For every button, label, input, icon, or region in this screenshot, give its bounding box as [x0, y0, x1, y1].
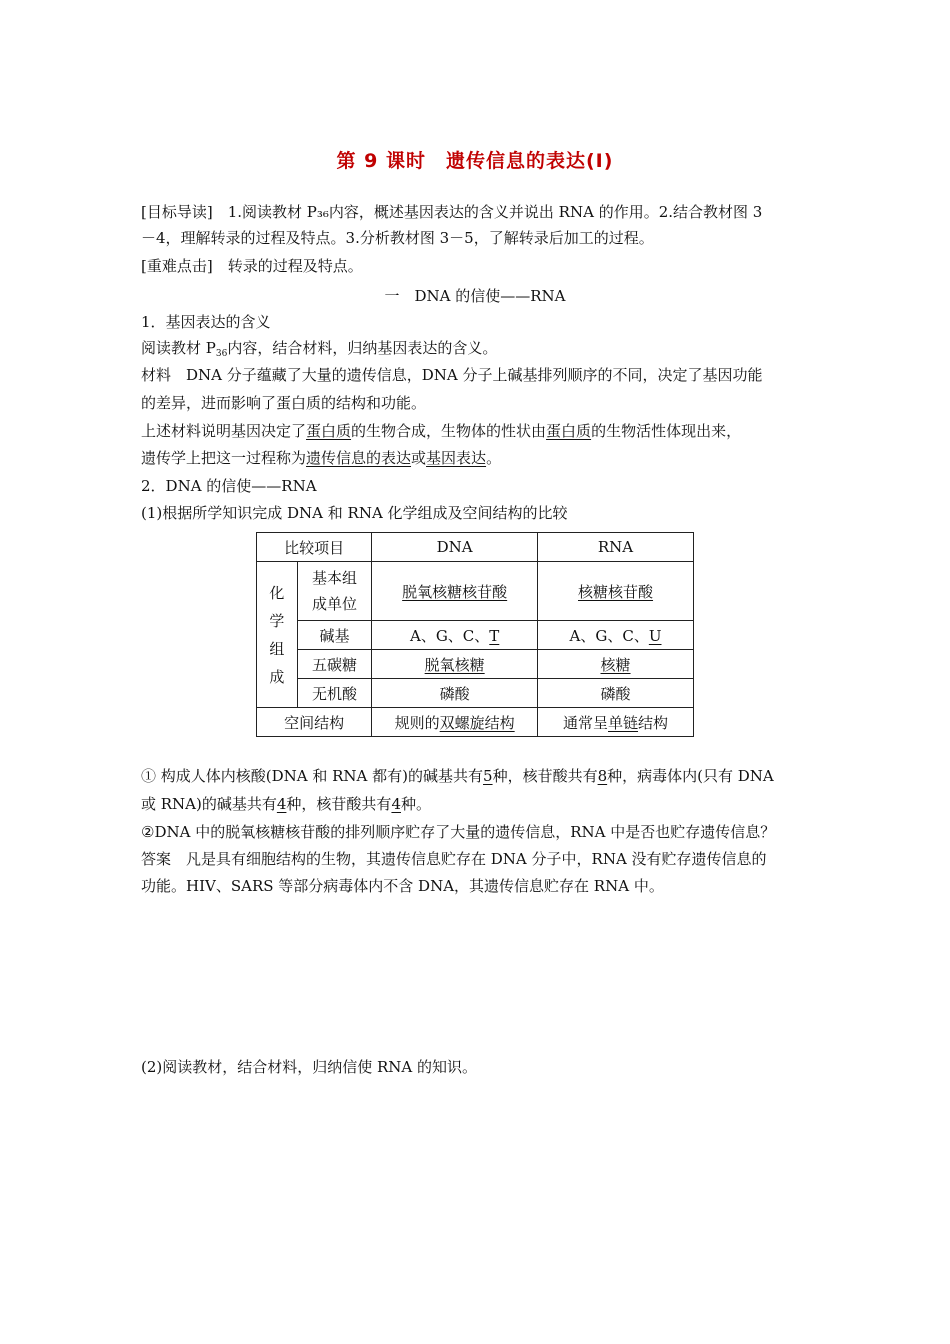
blank-answer: 4 — [391, 795, 401, 813]
group-char: 成 — [269, 667, 285, 686]
cell-text: A、G、C、 — [569, 626, 649, 645]
blank-answer: 核糖 — [600, 655, 631, 674]
reading-post: 内容，结合材料，归纳基因表达的含义。 — [227, 339, 498, 357]
conclusion-text: 的生物活性体现出来， — [591, 422, 742, 440]
row-label-cell: 碱基 — [297, 621, 371, 650]
question-1-line-1 — [141, 764, 813, 788]
blank-answer: U — [648, 626, 662, 645]
blank-answer: 蛋白质 — [546, 422, 592, 440]
conclusion-text: 或 — [411, 449, 427, 467]
table-row — [257, 562, 694, 621]
material-line-1: 材料 DNA 分子蕴藏了大量的遗传信息，DNA 分子上碱基排列顺序的不同，决定了基因功能 — [141, 366, 763, 384]
question-text: 种，核苷酸共有 — [286, 795, 392, 813]
item-1-heading: 1．基因表达的含义 — [141, 313, 271, 331]
item-2-heading: 2．DNA 的信使——RNA — [141, 477, 317, 495]
focus-line: [重难点击] 转录的过程及特点。 — [141, 257, 363, 275]
question-2: ②DNA 中的脱氧核糖核苷酸的排列顺序贮存了大量的遗传信息，RNA 中是否也贮存遗传信息？ — [141, 823, 776, 841]
objectives-line-1: [目标导读] 1.阅读教材 P₃₆内容，概述基因表达的含义并说出 RNA 的作用。2.结合教材图 3 — [141, 203, 763, 221]
row-label: 成单位 — [311, 595, 357, 613]
group-char: 学 — [269, 611, 285, 630]
table-row — [257, 621, 694, 650]
row-label-cell: 无机酸 — [297, 679, 371, 708]
question-1-line-2 — [141, 792, 813, 816]
page-title: 第 9 课时 遗传信息的表达(Ⅰ) — [336, 150, 614, 172]
reading-pre: 阅读教材 P — [141, 339, 216, 357]
group-char: 组 — [269, 639, 285, 658]
conclusion-text: 。 — [486, 449, 502, 467]
table-cell — [538, 708, 694, 737]
table-header-row — [257, 533, 694, 562]
comparison-table — [256, 532, 694, 737]
table-cell — [372, 621, 538, 650]
answer-line-2: 功能。HIV、SARS 等部分病毒体内不含 DNA，其遗传信息贮存在 RNA 中。 — [141, 877, 664, 895]
blank-answer: 核糖核苷酸 — [578, 582, 654, 601]
answer-line-1: 答案 凡是具有细胞结构的生物，其遗传信息贮存在 DNA 分子中，RNA 没有贮存遗传信息的 — [141, 850, 767, 868]
conclusion-text: 遗传学上把这一过程称为 — [141, 449, 307, 467]
table-cell: 磷酸 — [372, 679, 538, 708]
question-text: ① 构成人体内核酸(DNA 和 RNA 都有)的碱基共有 — [141, 767, 484, 785]
table-row — [257, 679, 694, 708]
conclusion-text: 上述材料说明基因决定了 — [141, 422, 307, 440]
header-cell: RNA — [538, 533, 694, 562]
table-cell — [372, 562, 538, 621]
row-label-cell — [297, 562, 371, 621]
cell-text: A、G、C、 — [409, 626, 490, 645]
blank-answer: 5 — [483, 767, 493, 785]
group-char: 化 — [269, 583, 285, 602]
table-cell — [538, 562, 694, 621]
header-cell: DNA — [372, 533, 538, 562]
blank-answer: 双螺旋结构 — [439, 713, 515, 732]
reading-instruction — [141, 336, 813, 366]
blank-answer: 蛋白质 — [306, 422, 352, 440]
question-text: 种。 — [400, 795, 431, 813]
objectives-line-2: －4，理解转录的过程及特点。3.分析教材图 3－5，了解转录后加工的过程。 — [141, 229, 654, 247]
table-row — [257, 708, 694, 737]
cell-text: 规则的 — [394, 713, 440, 732]
table-cell: 磷酸 — [538, 679, 694, 708]
subitem-1: (1)根据所学知识完成 DNA 和 RNA 化学组成及空间结构的比较 — [141, 504, 568, 522]
table-cell — [538, 650, 694, 679]
blank-answer: 8 — [597, 767, 608, 785]
question-text: 或 RNA)的碱基共有 — [141, 795, 277, 813]
subitem-2: (2)阅读教材，结合材料，归纳信使 RNA 的知识。 — [141, 1058, 478, 1076]
conclusion-text: 的生物合成，生物体的性状由 — [351, 422, 547, 440]
blank-answer: 脱氧核糖 — [424, 655, 485, 674]
question-text: 种，核苷酸共有 — [492, 767, 598, 785]
page-subscript: 36 — [215, 349, 228, 359]
section-heading: 一 DNA 的信使——RNA — [384, 287, 566, 305]
blank-answer: 基因表达 — [426, 449, 487, 467]
blank-answer: 遗传信息的表达 — [306, 449, 412, 467]
conclusion-line-2 — [141, 446, 813, 470]
group-label-cell — [257, 562, 298, 708]
cell-text: 通常呈 — [563, 713, 609, 732]
blank-answer: 4 — [276, 795, 287, 813]
table-cell — [538, 621, 694, 650]
table-cell — [372, 650, 538, 679]
row-label: 基本组 — [311, 569, 357, 587]
question-text: 种，病毒体内(只有 DNA — [607, 767, 774, 785]
row-label-cell: 空间结构 — [257, 708, 372, 737]
conclusion-line-1 — [141, 419, 813, 443]
blank-answer: 脱氧核糖核苷酸 — [402, 582, 508, 601]
blank-answer: 单链 — [608, 713, 639, 732]
table-row — [257, 650, 694, 679]
blank-answer: T — [489, 626, 500, 645]
material-line-2: 的差异，进而影响了蛋白质的结构和功能。 — [141, 394, 427, 412]
cell-text: 结构 — [638, 713, 669, 732]
header-cell: 比较项目 — [257, 533, 372, 562]
table-cell — [372, 708, 538, 737]
row-label-cell: 五碳糖 — [297, 650, 371, 679]
